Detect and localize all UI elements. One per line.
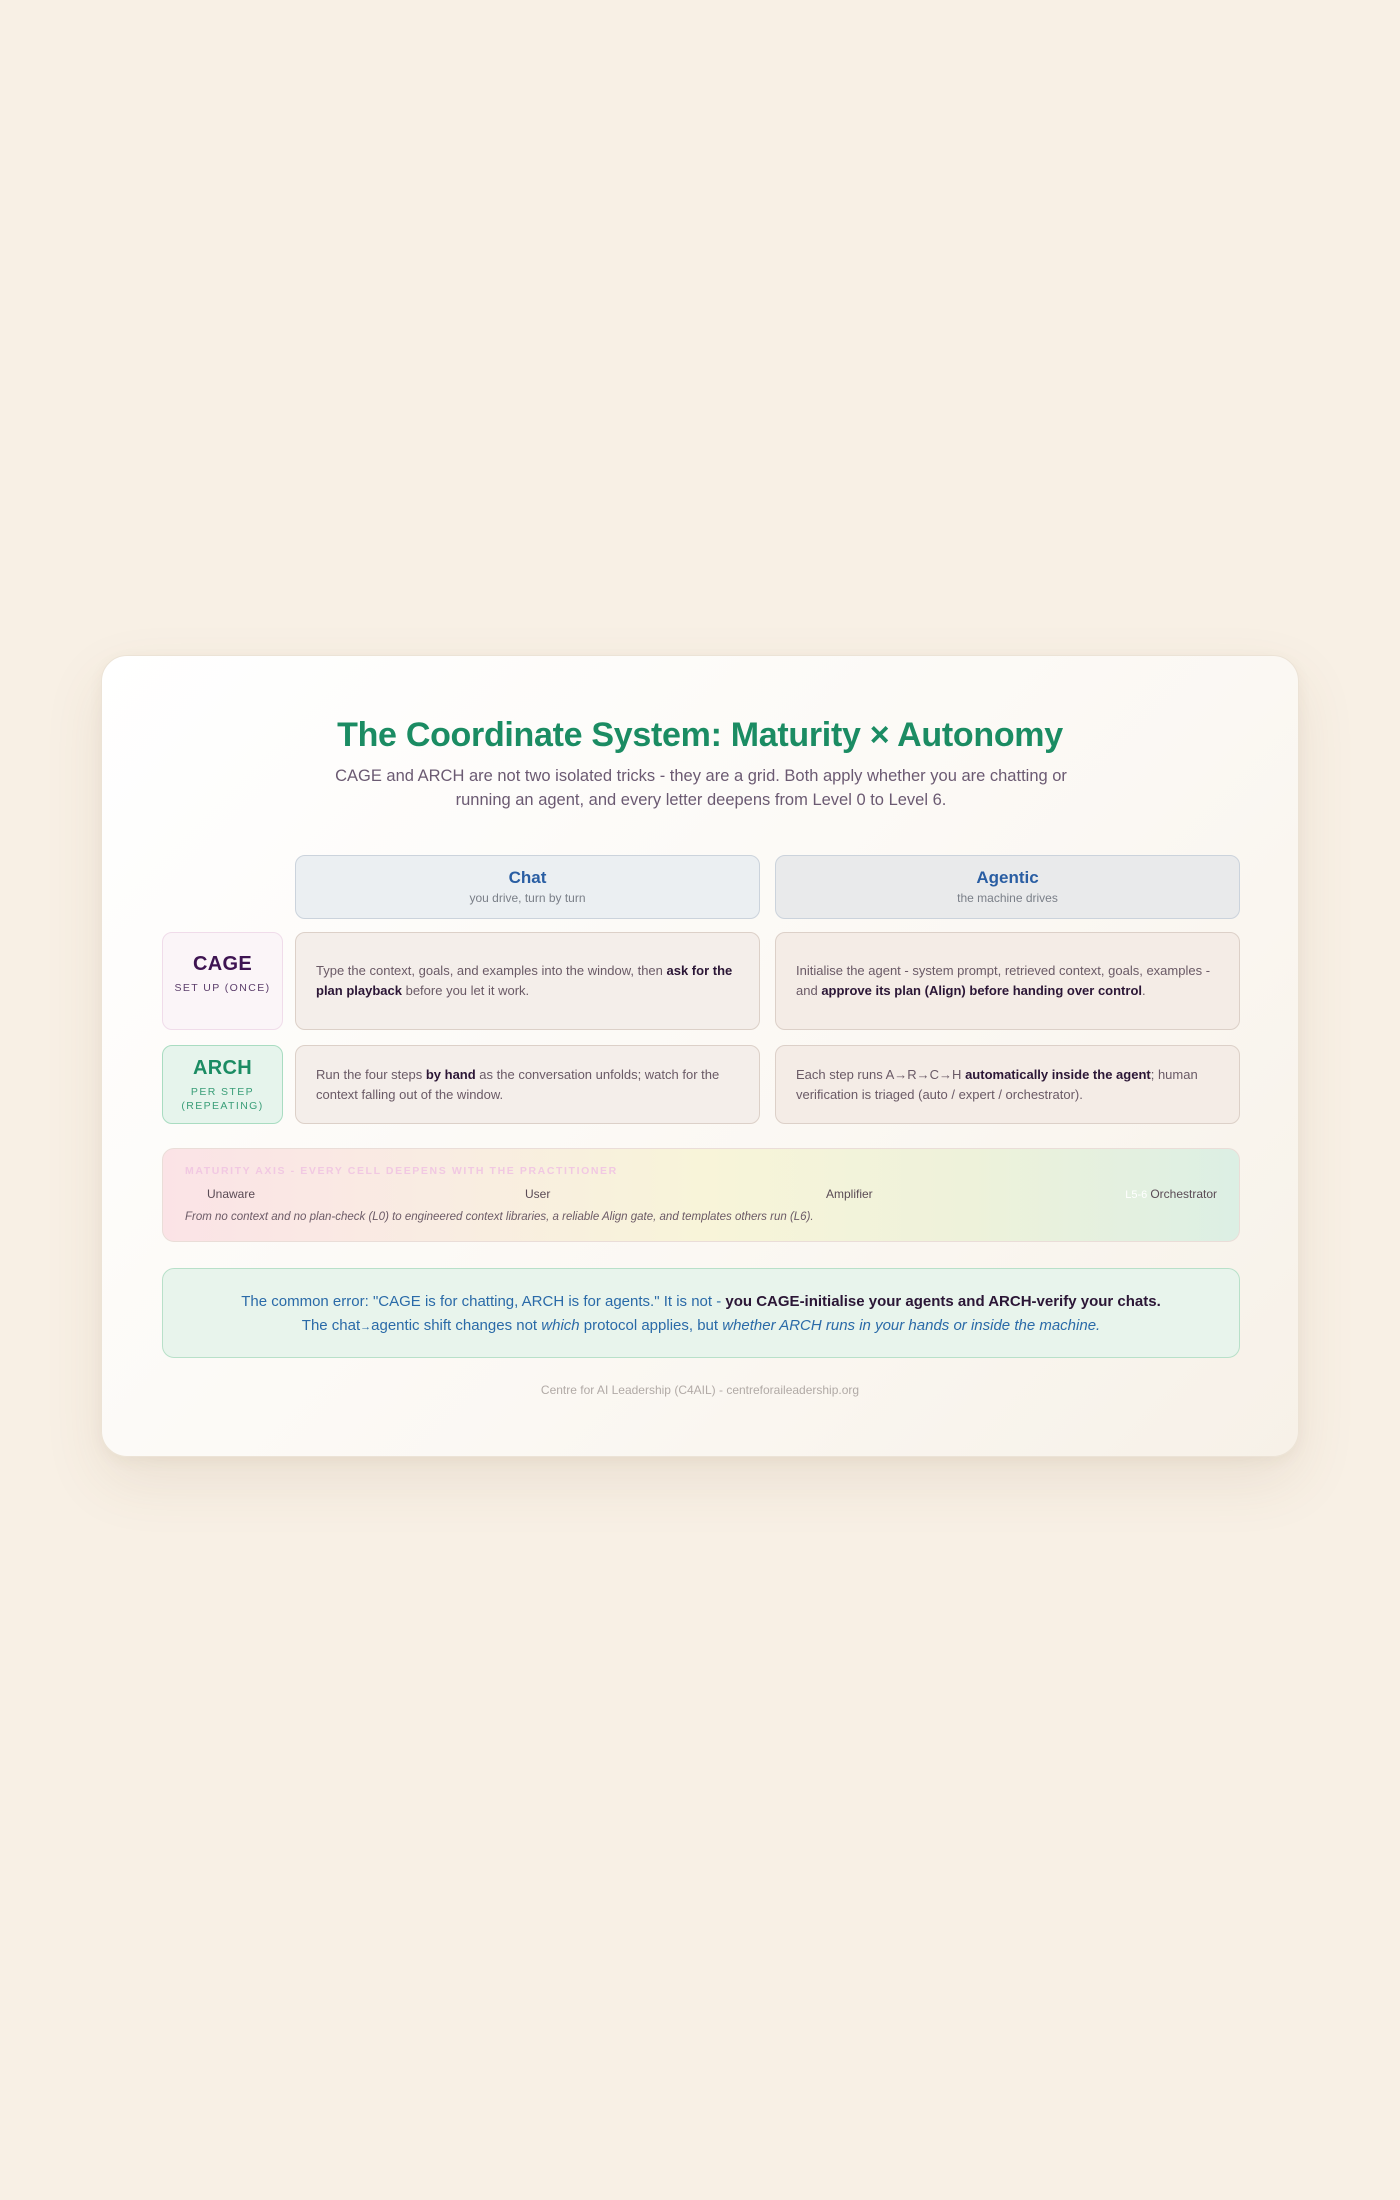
maturity-axis-label: MATURITY AXIS - EVERY CELL DEEPENS WITH THE PRACTITIONER	[185, 1165, 618, 1177]
callout-text: The common error: "CAGE is for chatting, ARCH is for agents." It is not -	[241, 1293, 726, 1310]
callout-line-1	[163, 1290, 1239, 1314]
cell-text-bold: by hand	[425, 1066, 476, 1082]
cell-text-post: before you let it work.	[401, 983, 530, 998]
level-name: User	[525, 1187, 551, 1201]
callout-text: agentic shift changes not	[371, 1317, 542, 1334]
row-name: CAGE	[193, 953, 252, 975]
cell-text-pre: Type the context, goals, and examples into the window, then	[316, 963, 667, 978]
cell-text	[316, 961, 739, 1001]
row-header-arch	[162, 1045, 283, 1124]
cell-text-bold: ask for the plan playback	[316, 963, 733, 998]
row-header-cage	[162, 932, 283, 1030]
maturity-level-orchestrator	[1125, 1187, 1217, 1201]
page-title: The Coordinate System: Maturity × Autonomy	[337, 716, 1063, 754]
maturity-levels	[163, 1187, 1239, 1207]
cell-cage-chat	[295, 932, 760, 1030]
subtitle-line-2: running an agent, and every letter deepens from Level 0 to Level 6.	[455, 791, 947, 809]
column-header-chat	[295, 855, 760, 919]
maturity-level-unaware	[204, 1187, 255, 1201]
maturity-axis-band	[162, 1148, 1240, 1242]
cell-text	[796, 1065, 1219, 1105]
cell-text	[316, 1065, 739, 1105]
column-header-agentic	[775, 855, 1240, 919]
cell-cage-agentic	[775, 932, 1240, 1030]
common-error-callout	[162, 1268, 1240, 1358]
cell-text	[796, 961, 1219, 1001]
cell-text-post: ; human verification is triaged (auto / expert / orchestrator).	[796, 1066, 1198, 1102]
maturity-axis-note: From no context and no plan-check (L0) to engineered context libraries, a reliable Align gate, and templates others run (L6).	[185, 1211, 814, 1223]
row-name: ARCH	[193, 1057, 252, 1079]
callout-bold: you CAGE-initialise your agents and ARCH-verify your chats.	[725, 1293, 1161, 1310]
callout-text: The chat	[301, 1317, 361, 1334]
page-subtitle	[302, 764, 1100, 812]
arrow-icon: →	[360, 1321, 372, 1333]
column-name: Agentic	[976, 868, 1039, 887]
subtitle-line-1: CAGE and ARCH are not two isolated tricks - they are a grid. Both apply whether you are chatting or	[335, 767, 1067, 785]
level-name: Orchestrator	[1150, 1187, 1217, 1201]
cell-text-pre: Initialise the agent - system prompt, retrieved context, goals, examples - and	[796, 963, 1211, 998]
maturity-level-user	[522, 1187, 550, 1201]
cell-text-bold: automatically inside the agent	[965, 1066, 1151, 1082]
level-name: Unaware	[207, 1187, 256, 1201]
callout-italic: whether ARCH runs in your hands or inside the machine.	[722, 1317, 1101, 1334]
column-sub: you drive, turn by turn	[469, 891, 586, 905]
column-name: Chat	[508, 868, 547, 887]
maturity-level-amplifier	[823, 1187, 873, 1201]
level-code: L5-6	[1125, 1189, 1148, 1201]
column-sub: the machine drives	[957, 891, 1058, 905]
cell-text-post: .	[1142, 983, 1146, 998]
cell-text-pre: Run the four steps	[316, 1066, 426, 1082]
callout-text: protocol applies, but	[579, 1317, 723, 1334]
cell-text-post: as the conversation unfolds; watch for the context falling out of the window.	[316, 1066, 720, 1102]
row-sub: PER STEP (REPEATING)	[181, 1086, 264, 1112]
level-name: Amplifier	[826, 1187, 873, 1201]
coordinate-system-card	[101, 655, 1299, 1457]
cell-text-bold: approve its plan (Align) before handing over control	[821, 983, 1143, 998]
cell-arch-chat	[295, 1045, 760, 1124]
row-sub: SET UP (ONCE)	[174, 982, 271, 994]
footer-credit: Centre for AI Leadership (C4AIL) - centreforaileadership.org	[540, 1383, 860, 1397]
callout-italic: which	[541, 1317, 580, 1334]
cell-text-pre: Each step runs A→R→C→H	[796, 1066, 966, 1082]
callout-line-2	[163, 1314, 1239, 1339]
cell-arch-agentic	[775, 1045, 1240, 1124]
